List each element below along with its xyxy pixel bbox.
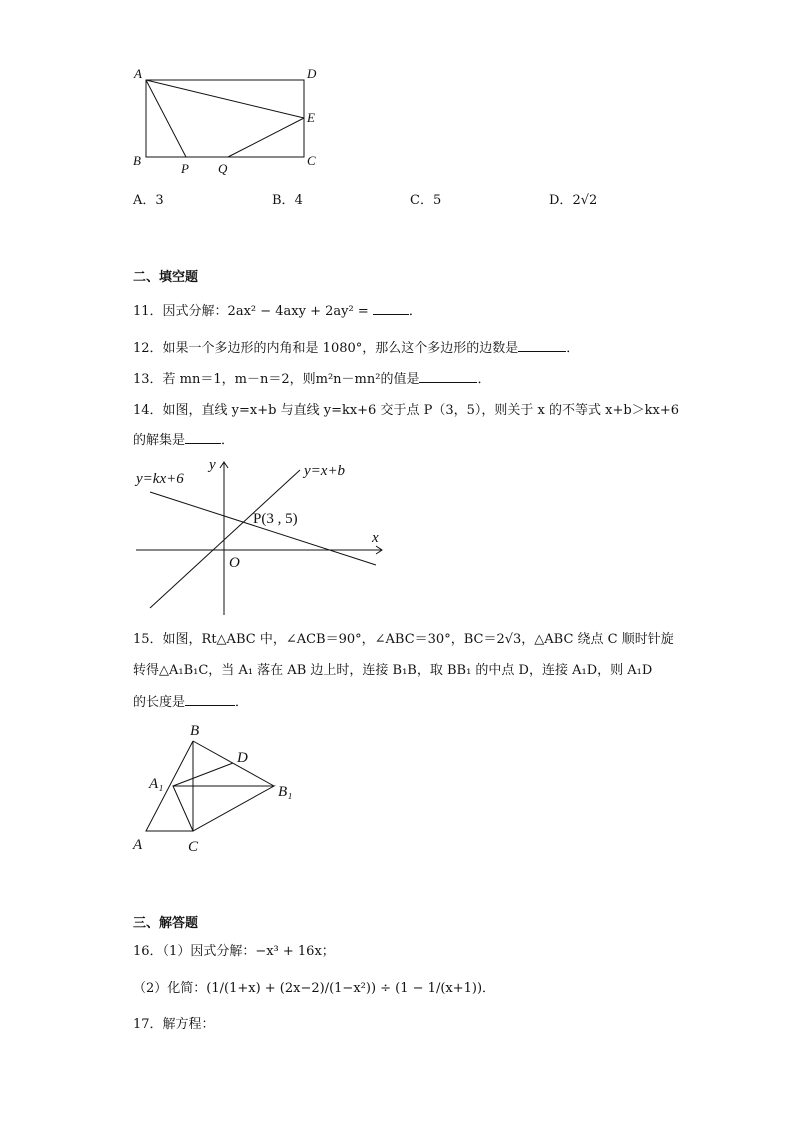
question-13: 13．若 mn＝1，m－n＝2，则m²n－mn²的值是 ．: [133, 372, 491, 387]
segment-a1d: [173, 763, 233, 786]
label-c: C: [307, 153, 316, 168]
option-letter: D．: [549, 193, 573, 208]
question-11: 11．因式分解：2ax² − 4axy + 2ay² = ．: [133, 304, 422, 319]
label-line-kx: y=kx+6: [136, 471, 184, 487]
answer-blank[interactable]: [419, 370, 477, 383]
question-15-line1: 15．如图，Rt△ABC 中，∠ACB＝90°，∠ABC＝30°，BC＝2√3，△ABC 绕点 C 顺时针旋: [133, 632, 674, 647]
triangle-a1b1c: [173, 786, 274, 831]
segment-bb1: [193, 741, 274, 786]
rectangle-figure: [0, 0, 794, 200]
label-b1: B₁: [278, 784, 293, 800]
option-value: 5: [432, 193, 442, 208]
triangle-figure: [0, 700, 794, 900]
label-d: D: [307, 66, 317, 81]
label-q: Q: [218, 161, 228, 176]
question-text: （2）化简：: [133, 981, 207, 996]
question-text: 13．若 mn＝1，m－n＝2，则m²n－mn²的值是: [133, 372, 420, 387]
label-e: E: [307, 110, 315, 125]
label-axis-y: y: [209, 457, 216, 473]
label-a1: A₁: [149, 776, 164, 792]
question-text: 12．如果一个多边形的内角和是 1080°，那么这个多边形的边数是: [133, 341, 519, 356]
question-text: 的解集是: [133, 433, 186, 448]
label-b: B: [133, 153, 141, 168]
line-y-x-plus-b: [150, 470, 300, 608]
answer-blank[interactable]: [185, 431, 221, 444]
option-value: 3: [155, 193, 164, 208]
label-b: B: [190, 723, 200, 739]
option-d: [549, 192, 597, 210]
math-expression: (1/(1+x) + (2x−2)/(1−x²)) ÷ (1 − 1/(x+1)): [206, 981, 483, 996]
section-title-solve: 三、解答题: [133, 916, 199, 931]
section-title-fill-in: 二、填空题: [133, 270, 199, 285]
answer-blank[interactable]: [518, 339, 566, 352]
question-14-line2: 的解集是 ．: [133, 433, 235, 448]
label-c: C: [188, 839, 199, 855]
option-value: 4: [294, 193, 303, 208]
question-17: 17．解方程：: [133, 1017, 215, 1032]
label-axis-x: x: [372, 530, 379, 546]
option-letter: C．: [410, 193, 433, 208]
question-16-part1: 16．（1）因式分解：−x³ + 16x；: [133, 944, 335, 959]
question-text: 11．因式分解：2ax² − 4axy + 2ay² =: [133, 304, 369, 319]
question-16-part2: （2）化简：(1/(1+x) + (2x−2)/(1−x²)) ÷ (1 − 1/(x+1))．: [133, 981, 496, 996]
question-15-line2: 转得△A₁B₁C，当 A₁ 落在 AB 边上时，连接 B₁B，取 BB₁ 的中点 D，连接 A₁D，则 A₁D: [133, 663, 653, 678]
segment-ae: [146, 80, 304, 118]
label-origin: O: [229, 555, 240, 571]
label-d: D: [237, 750, 248, 766]
question-15-line3: 的长度是 ．: [133, 695, 249, 710]
question-text: 的长度是: [133, 695, 186, 710]
question-14-line1: 14．如图，直线 y=x+b 与直线 y=kx+6 交于点 P（3，5），则关于 x 的不等式 x+b＞kx+6: [133, 403, 680, 418]
option-letter: B．: [272, 193, 295, 208]
option-a: [133, 192, 164, 210]
label-point-p: P(3 , 5): [253, 511, 298, 527]
question-12: 12．如果一个多边形的内角和是 1080°，那么这个多边形的边数是 ．: [133, 341, 580, 356]
line-graph-figure: [0, 450, 794, 650]
option-letter: A．: [133, 193, 156, 208]
rectangle-abcd: [146, 80, 304, 157]
label-line-xb: y=x+b: [304, 463, 346, 479]
option-b: [272, 192, 303, 210]
label-a: A: [134, 66, 142, 81]
segment-ap: [146, 80, 186, 157]
option-c: [410, 192, 441, 210]
line-y-kx-plus-6: [150, 492, 376, 565]
label-a: A: [133, 837, 143, 853]
segment-qe: [228, 118, 304, 157]
label-p: P: [181, 161, 189, 176]
option-value: 2√2: [572, 193, 598, 208]
answer-blank[interactable]: [373, 302, 409, 315]
